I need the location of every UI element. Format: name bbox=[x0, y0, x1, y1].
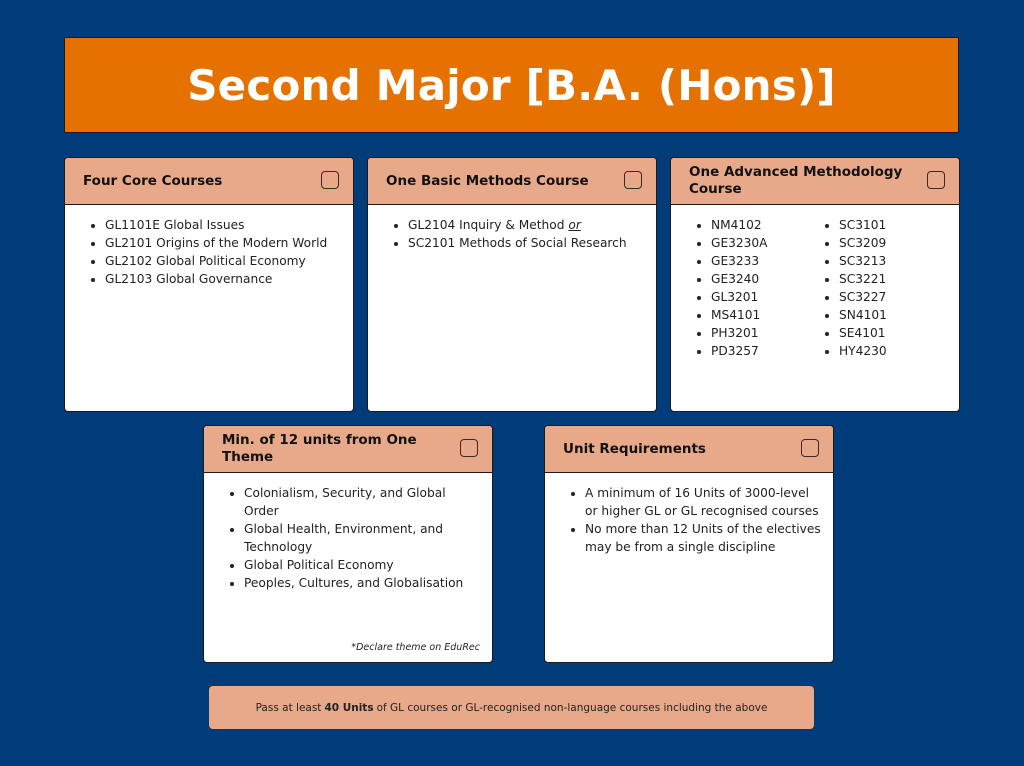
theme-list bbox=[224, 484, 480, 592]
footer-units: 40 Units bbox=[324, 701, 374, 714]
list-item-text: GL2104 Inquiry & Method bbox=[408, 218, 565, 232]
list-item: • SC3227 bbox=[839, 288, 947, 306]
footer-suffix: of GL courses or GL-recognised non-language courses including the above bbox=[376, 701, 768, 714]
list-item: • MS4101 bbox=[711, 306, 819, 324]
unit-requirements-checkbox[interactable] bbox=[801, 439, 819, 457]
list-item: • SC3213 bbox=[839, 252, 947, 270]
list-item: • GL2101 Origins of the Modern World bbox=[105, 234, 341, 252]
card-basic-methods bbox=[367, 157, 657, 412]
advanced-list-col1 bbox=[691, 216, 819, 360]
list-item: • NM4102 bbox=[711, 216, 819, 234]
declare-theme-note: *Declare theme on EduRec bbox=[351, 642, 480, 653]
list-item: • SC2101 Methods of Social Research bbox=[408, 234, 644, 252]
list-item: • SE4101 bbox=[839, 324, 947, 342]
list-item: • No more than 12 Units of the electives may be from a single discipline bbox=[585, 520, 821, 556]
list-item: • SC3221 bbox=[839, 270, 947, 288]
card-header bbox=[65, 158, 353, 205]
list-item: • Global Health, Environment, and Technology bbox=[244, 520, 480, 556]
card-title: Min. of 12 units from One Theme bbox=[222, 432, 417, 465]
list-item: • Global Political Economy bbox=[244, 556, 480, 574]
list-item: • GL3201 bbox=[711, 288, 819, 306]
footer-requirement bbox=[209, 686, 814, 729]
list-item: • PH3201 bbox=[711, 324, 819, 342]
list-item: • GL2103 Global Governance bbox=[105, 270, 341, 288]
list-item bbox=[408, 216, 644, 234]
or-conjunction: or bbox=[568, 218, 581, 232]
list-item: • SN4101 bbox=[839, 306, 947, 324]
title-banner bbox=[64, 37, 959, 133]
list-item: • Colonialism, Security, and Global Order bbox=[244, 484, 480, 520]
page-title: Second Major [B.A. (Hons)] bbox=[187, 60, 836, 110]
card-header bbox=[368, 158, 656, 205]
card-unit-requirements bbox=[544, 425, 834, 663]
advanced-methodology-checkbox[interactable] bbox=[927, 171, 945, 189]
list-item: • SC3209 bbox=[839, 234, 947, 252]
advanced-list-col2 bbox=[819, 216, 947, 360]
unit-requirements-list bbox=[565, 484, 821, 556]
list-item: • GL2102 Global Political Economy bbox=[105, 252, 341, 270]
list-item: • SC3101 bbox=[839, 216, 947, 234]
card-title: Four Core Courses bbox=[83, 172, 223, 189]
list-item: • GL1101E Global Issues bbox=[105, 216, 341, 234]
card-title: Unit Requirements bbox=[563, 440, 706, 457]
list-item: • HY4230 bbox=[839, 342, 947, 360]
card-theme-units bbox=[203, 425, 493, 663]
card-header bbox=[204, 426, 492, 473]
card-title: One Basic Methods Course bbox=[386, 172, 589, 189]
list-item: • GE3233 bbox=[711, 252, 819, 270]
list-item: • Peoples, Cultures, and Globalisation bbox=[244, 574, 480, 592]
basic-methods-checkbox[interactable] bbox=[624, 171, 642, 189]
footer-prefix: Pass at least bbox=[255, 701, 322, 714]
core-courses-list bbox=[85, 216, 341, 288]
list-item: • A minimum of 16 Units of 3000-level or higher GL or GL recognised courses bbox=[585, 484, 821, 520]
card-title: One Advanced Methodology Course bbox=[689, 164, 903, 197]
list-item: • GE3230A bbox=[711, 234, 819, 252]
theme-units-checkbox[interactable] bbox=[460, 439, 478, 457]
card-header bbox=[545, 426, 833, 473]
basic-methods-list bbox=[388, 216, 644, 252]
card-core-courses bbox=[64, 157, 354, 412]
core-courses-checkbox[interactable] bbox=[321, 171, 339, 189]
card-header bbox=[671, 158, 959, 205]
list-item: • GE3240 bbox=[711, 270, 819, 288]
list-item: • PD3257 bbox=[711, 342, 819, 360]
card-advanced-methodology bbox=[670, 157, 960, 412]
